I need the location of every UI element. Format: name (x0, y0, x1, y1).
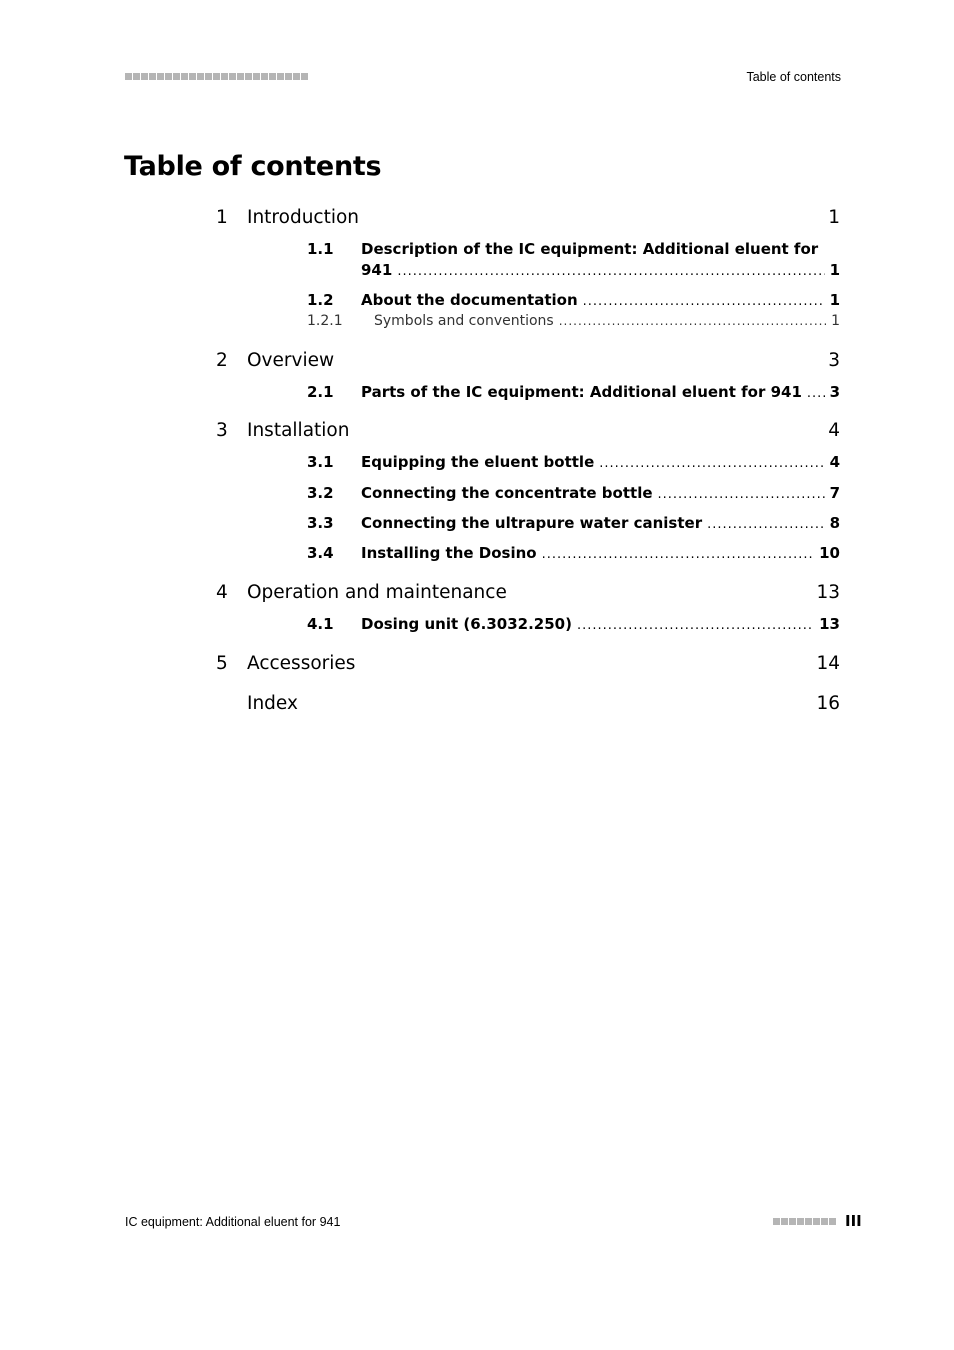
page-number: 13 (816, 582, 840, 603)
toc-subsection-1-2-1[interactable] (307, 313, 840, 331)
footer-page-number: III (845, 1212, 862, 1230)
section-number: 4.1 (307, 615, 334, 633)
toc-section-3-1[interactable] (307, 453, 840, 473)
page-number: 4 (829, 453, 840, 471)
page-number: 7 (829, 484, 840, 502)
dot-leader (658, 487, 825, 502)
chapter-title: Installation (247, 420, 350, 441)
running-header: Table of contents (746, 70, 841, 84)
chapter-title: Operation and maintenance (247, 582, 507, 603)
section-title: Dosing unit (6.3032.250) (361, 615, 572, 633)
section-number: 3.2 (307, 484, 334, 502)
page-number: 1 (831, 313, 840, 329)
toc-section-1-1-line1[interactable] (307, 240, 840, 260)
section-number: 1.2 (307, 291, 334, 309)
page-number: 4 (828, 420, 840, 441)
toc-chapter-5[interactable] (216, 653, 840, 677)
dot-leader (397, 264, 824, 279)
section-title: Installing the Dosino (361, 544, 537, 562)
dot-leader (583, 294, 825, 309)
dot-leader (599, 456, 824, 471)
chapter-title: Introduction (247, 207, 360, 228)
toc-index[interactable] (216, 693, 840, 717)
dot-leader (559, 314, 826, 328)
subsection-title: Symbols and conventions (374, 313, 554, 329)
section-number: 2.1 (307, 383, 334, 401)
toc-section-3-2[interactable] (307, 484, 840, 504)
index-title: Index (247, 693, 298, 714)
section-title: Connecting the concentrate bottle (361, 484, 653, 502)
page-number: 14 (816, 653, 840, 674)
page-number: 3 (828, 350, 840, 371)
section-title: Connecting the ultrapure water canister (361, 514, 703, 532)
chapter-title: Accessories (247, 653, 356, 674)
section-number: 3.4 (307, 544, 334, 562)
toc-chapter-2[interactable] (216, 350, 840, 374)
section-title: Description of the IC equipment: Additional eluent for (361, 240, 819, 258)
page-number: 16 (816, 693, 840, 714)
toc-chapter-1[interactable] (216, 207, 840, 231)
page-number: 1 (829, 261, 840, 279)
section-title: Equipping the eluent bottle (361, 453, 595, 471)
section-title: Parts of the IC equipment: Additional eluent for 941 (361, 383, 802, 401)
page-number: 3 (829, 383, 840, 401)
subsection-number: 1.2.1 (307, 313, 343, 329)
header-decoration (125, 73, 308, 80)
dot-leader (577, 618, 814, 633)
section-number: 3.3 (307, 514, 334, 532)
toc-section-2-1[interactable] (307, 383, 840, 403)
footer-decoration (773, 1218, 836, 1225)
dot-leader (707, 517, 824, 532)
toc-section-4-1[interactable] (307, 615, 840, 635)
section-title: About the documentation (361, 291, 578, 309)
toc-section-3-3[interactable] (307, 514, 840, 534)
chapter-number: 4 (216, 582, 228, 603)
page-number: 8 (829, 514, 840, 532)
chapter-number: 5 (216, 653, 228, 674)
dot-leader (807, 386, 825, 401)
section-title-cont: 941 (361, 261, 393, 279)
page-number: 10 (819, 544, 840, 562)
page-number: 13 (819, 615, 840, 633)
page-number: 1 (829, 291, 840, 309)
dot-leader (542, 547, 815, 562)
toc-chapter-4[interactable] (216, 582, 840, 606)
chapter-number: 3 (216, 420, 228, 441)
chapter-number: 2 (216, 350, 228, 371)
page-number: 1 (828, 207, 840, 228)
toc-section-3-4[interactable] (307, 544, 840, 564)
footer-document-title: IC equipment: Additional eluent for 941 (125, 1215, 341, 1229)
toc-chapter-3[interactable] (216, 420, 840, 444)
toc-section-1-2[interactable] (307, 291, 840, 311)
section-number: 1.1 (307, 240, 334, 258)
page-title: Table of contents (124, 151, 382, 182)
section-number: 3.1 (307, 453, 334, 471)
toc-section-1-1-line2[interactable] (361, 261, 840, 281)
chapter-number: 1 (216, 207, 228, 228)
chapter-title: Overview (247, 350, 335, 371)
